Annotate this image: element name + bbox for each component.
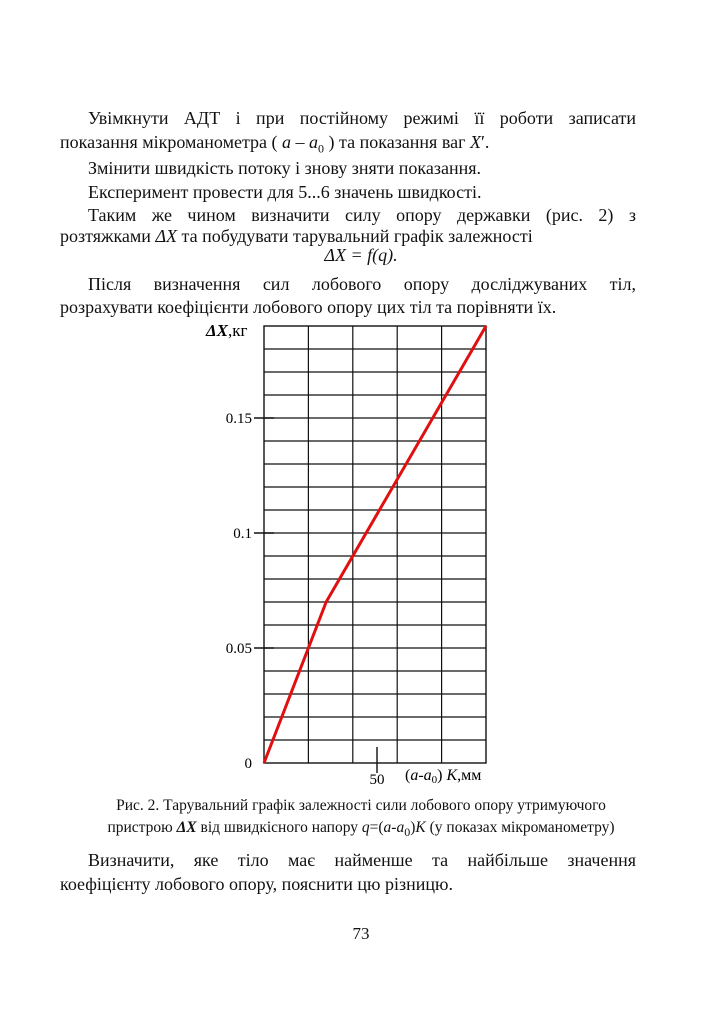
y-tick-label: 0.05 (225, 641, 252, 657)
y-tick-label: 0.15 (225, 411, 252, 427)
y-tick-label: 0.1 (233, 526, 252, 542)
plot-frame (264, 326, 486, 763)
paragraph-1-line-2: показання мікроманометра ( a – $a_0$ ) та показання ваг X′. (60, 132, 490, 156)
paragraph-4-line-1: Таким же чином визначити силу опору державки (рис. 2) з (88, 205, 636, 225)
paragraph-6-line-1: Визначити, яке тіло має найменше та найбільше значення (88, 850, 636, 870)
page-number: 73 (352, 924, 370, 943)
series-line-calibration (264, 326, 486, 763)
figure-caption-line-2: пристрою ΔX від швидкісного напору $q=(a-a_0)K$ (у показах мікроманометру) (107, 819, 615, 840)
figure-caption-line-1: Рис. 2. Тарувальний графік залежності сили лобового опору утримуючого (116, 797, 606, 814)
chart-ticks (226, 411, 385, 788)
y-tick-label: 0 (244, 756, 252, 772)
chart-series (264, 326, 486, 763)
paragraph-2: Змінити швидкість потоку і знову зняти показання. (88, 158, 482, 178)
x-axis-label: (a-a0) K,мм (405, 767, 482, 786)
calibration-chart (0, 318, 722, 788)
x-tick-label: 50 (369, 772, 385, 788)
paragraph-6-line-2: коефіцієнту лобового опору, пояснити цю різницю. (60, 874, 453, 894)
formula: ΔX = f(q). (324, 245, 398, 265)
paragraph-5-line-2: розрахувати коефіцієнти лобового опору цих тіл та порівняти їх. (60, 297, 557, 317)
paragraph-3: Експеримент провести для 5...6 значень швидкості. (88, 182, 482, 202)
paragraph-1-line-1: Увімкнути АДТ і при постійному режимі її роботи записати (88, 108, 636, 128)
chart-grid (264, 326, 486, 763)
paragraph-4-line-2: розтяжками ΔX та побудувати тарувальний графік залежності (60, 226, 533, 246)
y-axis-label: ΔX,кг (206, 321, 248, 340)
paragraph-5-line-1: Після визначення сил лобового опору досліджуваних тіл, (88, 274, 636, 294)
